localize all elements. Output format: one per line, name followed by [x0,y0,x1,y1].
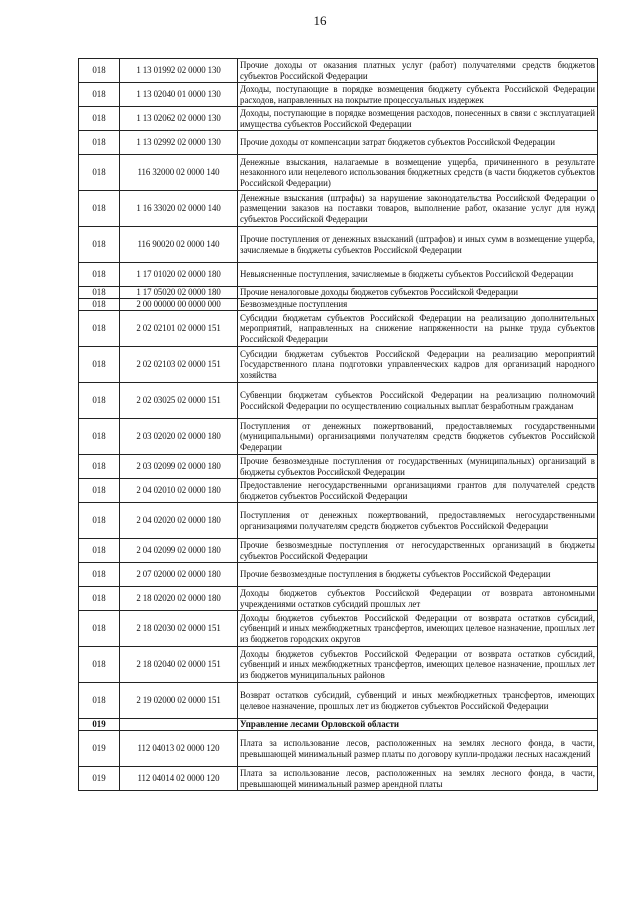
table-row [79,419,598,455]
admin-code-cell: 018 [79,347,120,383]
table-body [79,59,598,791]
revenue-code-cell: 1 17 01020 02 0000 180 [120,263,238,287]
table-row [79,539,598,563]
table-row [79,479,598,503]
revenue-name-cell: Невыясненные поступления, зачисляемые в бюджеты субъектов Российской Федерации [238,263,598,287]
revenue-code-cell: 2 07 02000 02 0000 180 [120,563,238,587]
table-row [79,347,598,383]
admin-code-cell: 018 [79,311,120,347]
table-row [79,767,598,791]
revenue-code-cell: 2 03 02020 02 0000 180 [120,419,238,455]
table-row [79,503,598,539]
revenue-name-cell: Денежные взыскания (штрафы) за нарушение законодательства Российской Федерации о размещении заказов на поставки товаров, выполнение работ, оказание услуг для нужд субъектов Российской Федерации [238,191,598,227]
admin-code-cell: 018 [79,479,120,503]
revenue-name-cell: Безвозмездные поступления [238,299,598,311]
revenue-code-cell: 116 32000 02 0000 140 [120,155,238,191]
admin-code-cell: 018 [79,299,120,311]
revenue-name-cell: Доходы, поступающие в порядке возмещения расходов, понесенных в связи с эксплуатацией имущества субъектов Российской Федерации [238,107,598,131]
table-row [79,647,598,683]
admin-code-cell: 018 [79,191,120,227]
table-row [79,383,598,419]
admin-code-cell: 018 [79,563,120,587]
revenue-name-cell: Прочие неналоговые доходы бюджетов субъектов Российской Федерации [238,287,598,299]
revenue-code-cell: 2 02 02103 02 0000 151 [120,347,238,383]
revenue-code-cell: 2 03 02099 02 0000 180 [120,455,238,479]
revenue-code-cell: 112 04014 02 0000 120 [120,767,238,791]
table-row [79,455,598,479]
table-row [79,263,598,287]
table-row [79,311,598,347]
revenue-code-cell: 1 16 33020 02 0000 140 [120,191,238,227]
revenue-name-cell: Поступления от денежных пожертвований, предоставляемых государственными (муниципальными) организациями получателям средств бюджетов субъектов Российской Федерации [238,419,598,455]
admin-code-cell: 018 [79,419,120,455]
admin-code-cell: 019 [79,719,120,731]
revenue-code-cell: 112 04013 02 0000 120 [120,731,238,767]
admin-code-cell: 018 [79,647,120,683]
revenue-code-cell: 2 02 02101 02 0000 151 [120,311,238,347]
admin-code-cell: 018 [79,383,120,419]
revenue-name-cell: Субсидии бюджетам субъектов Российской Федерации на реализацию мероприятий Государственного плана подготовки управленческих кадров для организаций народного хозяйства [238,347,598,383]
revenue-name-cell: Предоставление негосударственными организациями грантов для получателей средств бюджетов субъектов Российской Федерации [238,479,598,503]
revenue-name-cell: Прочие безвозмездные поступления в бюджеты субъектов Российской Федерации [238,563,598,587]
revenue-code-cell: 1 13 02040 01 0000 130 [120,83,238,107]
revenue-name-cell: Прочие безвозмездные поступления от государственных (муниципальных) организаций в бюджеты субъектов Российской Федерации [238,455,598,479]
section-header-row [79,719,598,731]
admin-code-cell: 019 [79,767,120,791]
revenue-name-cell: Субвенции бюджетам субъектов Российской Федерации на реализацию полномочий Российской Федерации по осуществлению социальных выплат безработным гражданам [238,383,598,419]
table-row [79,683,598,719]
admin-code-cell: 018 [79,611,120,647]
admin-code-cell: 018 [79,287,120,299]
revenue-code-cell: 2 18 02040 02 0000 151 [120,647,238,683]
table-row [79,59,598,83]
revenue-name-cell: Доходы бюджетов субъектов Российской Федерации от возврата остатков субсидий, субвенций и иных межбюджетных трансфертов, имеющих целевое назначение, прошлых лет из бюджетов муниципальных районов [238,647,598,683]
revenue-name-cell: Доходы, поступающие в порядке возмещения бюджету субъекта Российской Федерации расходов, направленных на покрытие процессуальных издержек [238,83,598,107]
page-number: 16 [313,13,327,28]
revenue-name-cell: Прочие поступления от денежных взысканий (штрафов) и иных сумм в возмещение ущерба, зачисляемые в бюджеты субъектов Российской Федерации [238,227,598,263]
admin-code-cell: 018 [79,59,120,83]
table-row [79,287,598,299]
table-row [79,611,598,647]
revenue-name-cell: Поступления от денежных пожертвований, предоставляемых негосударственными организациями получателям средств бюджетов субъектов Российской Федерации [238,503,598,539]
table-row [79,227,598,263]
revenue-name-cell: Денежные взыскания, налагаемые в возмещение ущерба, причиненного в результате незаконного или нецелевого использования бюджетных средств (в части бюджетов субъектов Российской Федерации) [238,155,598,191]
admin-code-cell: 018 [79,455,120,479]
table-row [79,731,598,767]
revenue-code-cell: 2 00 00000 00 0000 000 [120,299,238,311]
table-row [79,107,598,131]
revenue-code-cell: 2 04 02099 02 0000 180 [120,539,238,563]
revenue-code-cell: 2 04 02010 02 0000 180 [120,479,238,503]
revenue-name-cell: Прочие доходы от оказания платных услуг (работ) получателями средств бюджетов субъектов Российской Федерации [238,59,598,83]
admin-code-cell: 018 [79,83,120,107]
revenue-code-cell: 1 13 02062 02 0000 130 [120,107,238,131]
table-row [79,155,598,191]
revenue-code-cell [120,719,238,731]
admin-code-cell: 018 [79,155,120,191]
revenue-code-cell: 1 13 01992 02 0000 130 [120,59,238,83]
admin-code-cell: 018 [79,539,120,563]
revenue-code-cell: 2 19 02000 02 0000 151 [120,683,238,719]
budget-codes-table [78,58,598,791]
table-row [79,563,598,587]
revenue-code-cell: 2 18 02030 02 0000 151 [120,611,238,647]
revenue-name-cell: Доходы бюджетов субъектов Российской Федерации от возврата автономными учреждениями остатков субсидий прошлых лет [238,587,598,611]
revenue-code-cell: 2 02 03025 02 0000 151 [120,383,238,419]
table-row [79,299,598,311]
admin-code-cell: 018 [79,107,120,131]
revenue-name-cell: Плата за использование лесов, расположенных на землях лесного фонда, в части, превышающей минимальный размер арендной платы [238,767,598,791]
admin-code-cell: 019 [79,731,120,767]
revenue-code-cell: 2 18 02020 02 0000 180 [120,587,238,611]
admin-code-cell: 018 [79,131,120,155]
table-row [79,83,598,107]
revenue-code-cell: 1 13 02992 02 0000 130 [120,131,238,155]
revenue-name-cell: Плата за использование лесов, расположенных на землях лесного фонда, в части, превышающей минимальный размер платы по договору купли-продажи лесных насаждений [238,731,598,767]
admin-code-cell: 018 [79,683,120,719]
revenue-code-cell: 2 04 02020 02 0000 180 [120,503,238,539]
admin-code-cell: 018 [79,227,120,263]
revenue-name-cell: Субсидии бюджетам субъектов Российской Федерации на реализацию дополнительных мероприятий, направленных на снижение напряженности на рынке труда субъектов Российской Федерации [238,311,598,347]
revenue-name-cell: Возврат остатков субсидий, субвенций и иных межбюджетных трансфертов, имеющих целевое назначение, прошлых лет из бюджетов субъектов Российской Федерации [238,683,598,719]
table-row [79,131,598,155]
revenue-name-cell: Доходы бюджетов субъектов Российской Федерации от возврата остатков субсидий, субвенций и иных межбюджетных трансфертов, имеющих целевое назначение, прошлых лет из бюджетов городских округов [238,611,598,647]
admin-code-cell: 018 [79,263,120,287]
admin-code-cell: 018 [79,503,120,539]
revenue-code-cell: 1 17 05020 02 0000 180 [120,287,238,299]
table-row [79,191,598,227]
revenue-code-cell: 116 90020 02 0000 140 [120,227,238,263]
admin-code-cell: 018 [79,587,120,611]
revenue-name-cell: Прочие доходы от компенсации затрат бюджетов субъектов Российской Федерации [238,131,598,155]
revenue-name-cell: Управление лесами Орловской области [238,719,598,731]
revenue-name-cell: Прочие безвозмездные поступления от негосударственных организаций в бюджеты субъектов Российской Федерации [238,539,598,563]
table-row [79,587,598,611]
